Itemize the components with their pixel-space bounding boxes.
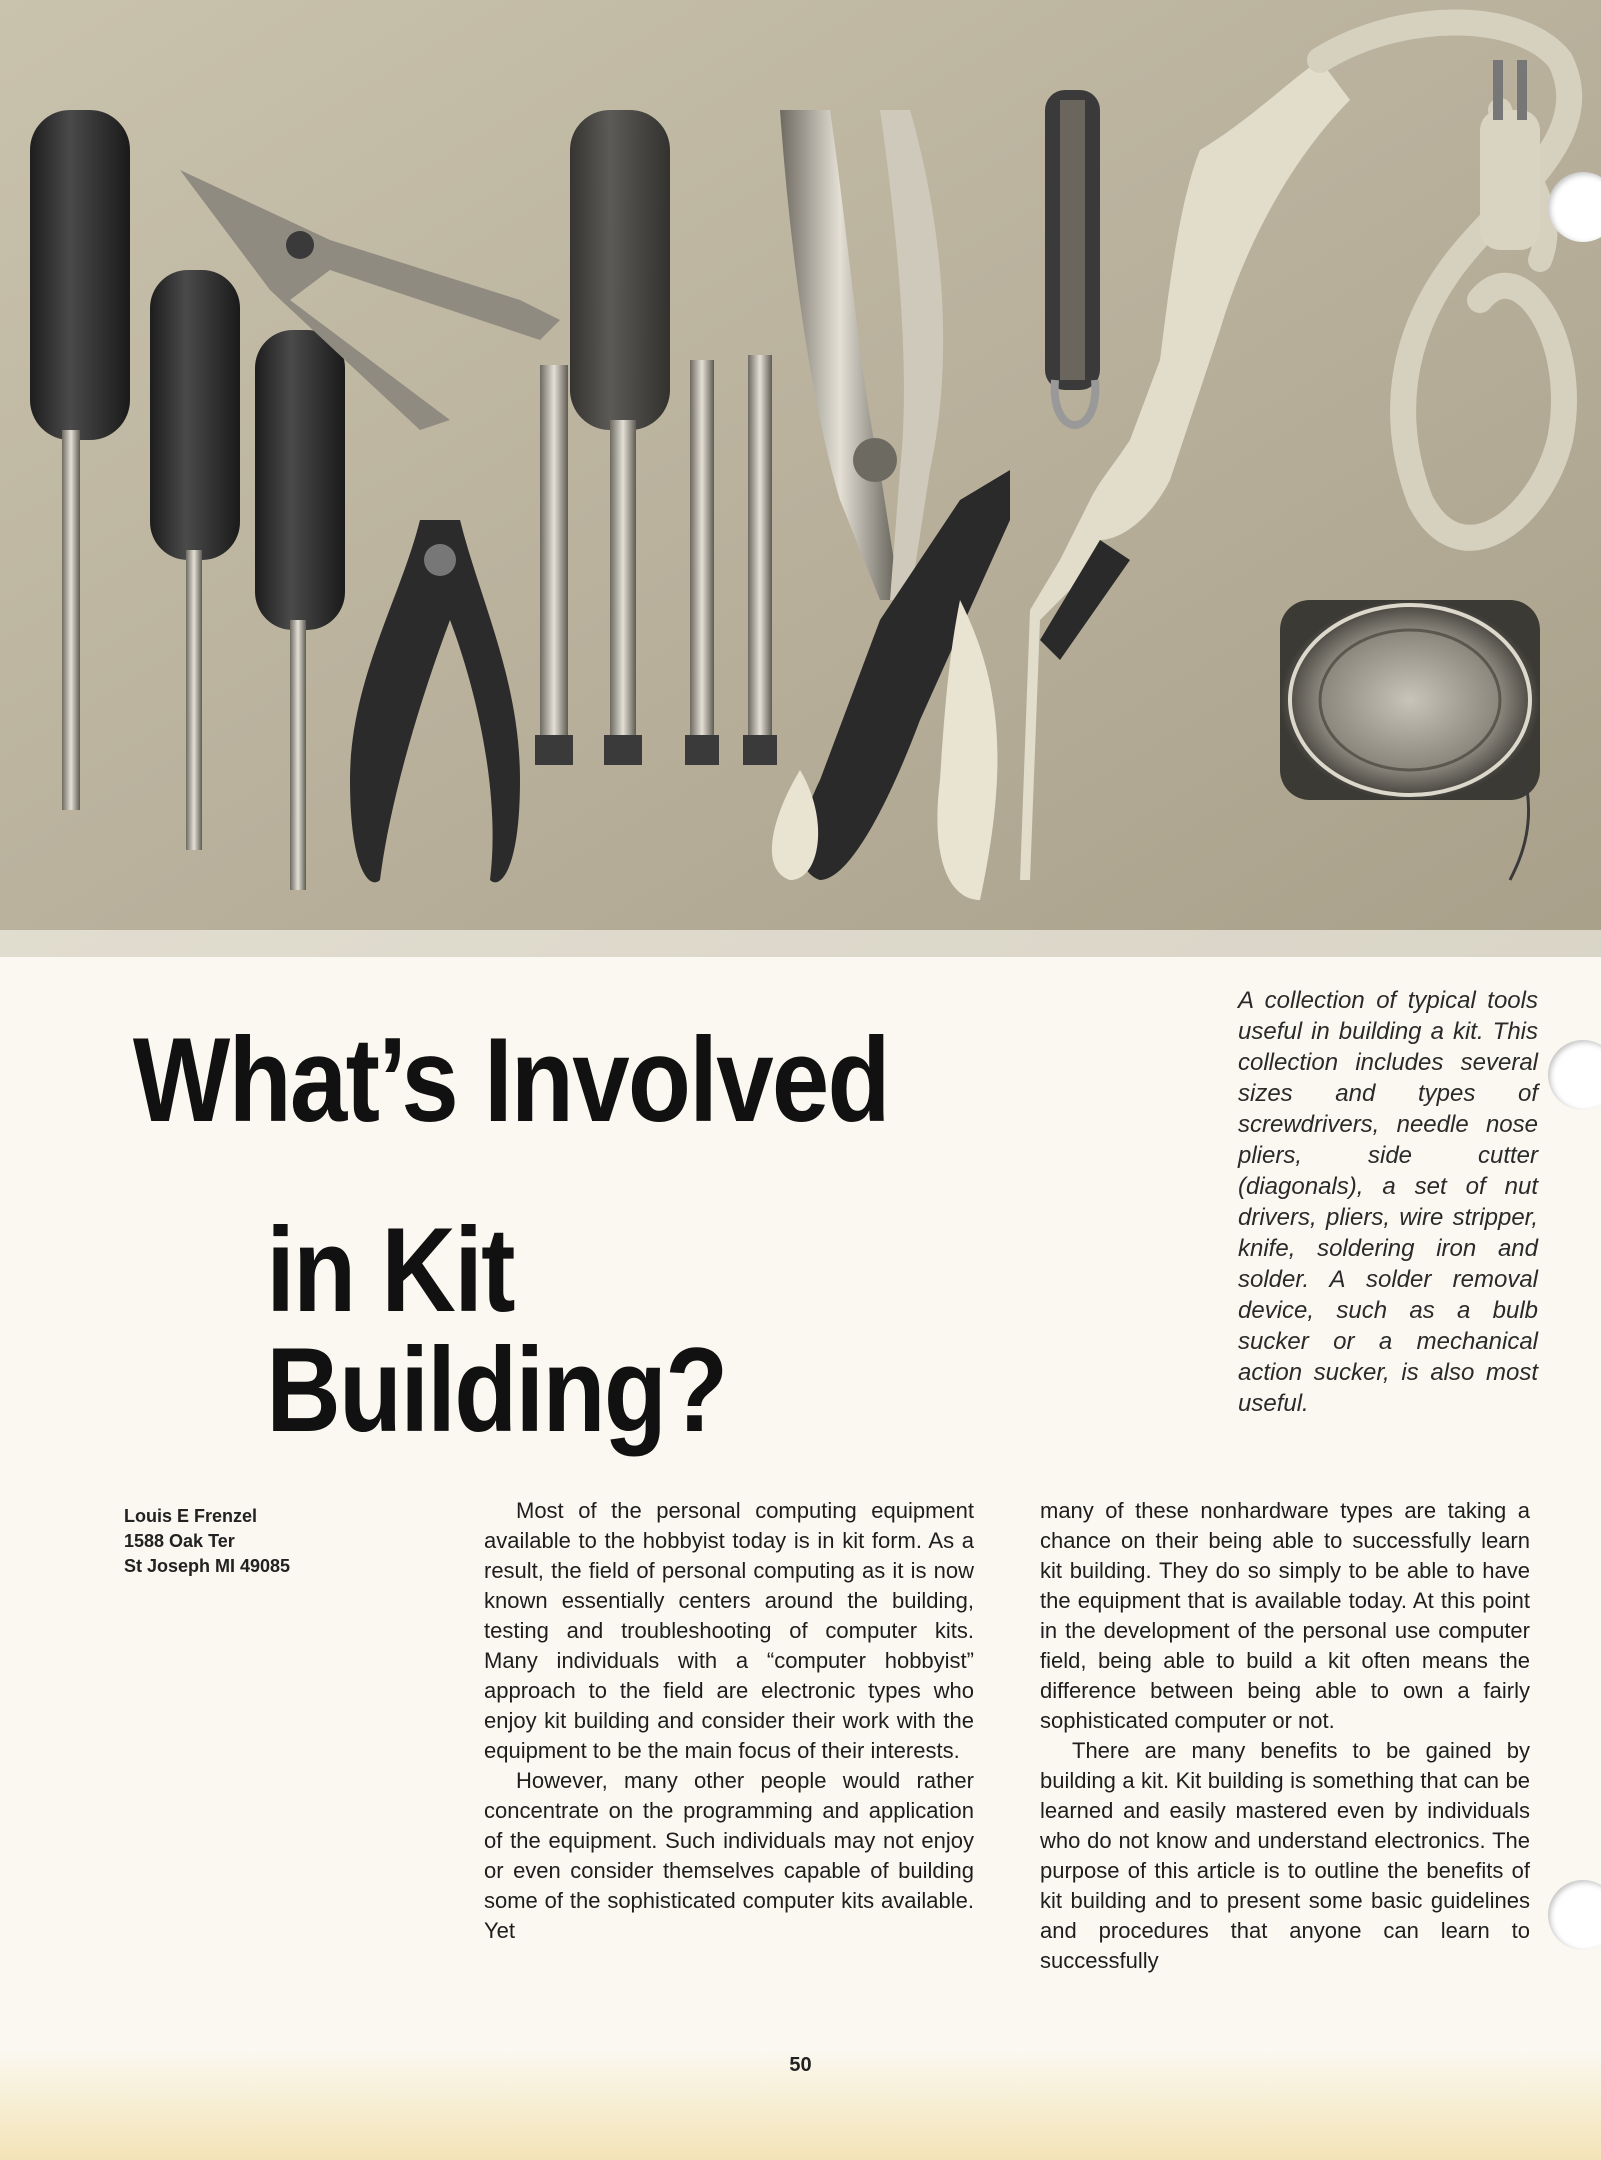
author-name: Louis E Frenzel bbox=[124, 1506, 258, 1526]
body-paragraph: many of these nonhardware types are taking a chance on their being able to successfully learn kit building. They do so simply to be able to have the equipment that is available today. At this point in the development of the personal use computer field, being able to build a kit often means the difference between being able to own a fairly sophisticated computer or not. bbox=[1040, 1498, 1530, 1733]
page-number: 50 bbox=[789, 2054, 812, 2076]
article-title bbox=[120, 1013, 997, 1457]
author-block bbox=[124, 1504, 424, 1579]
binder-hole-bottom bbox=[1548, 1880, 1601, 1950]
title-line-1: What’s Involved bbox=[132, 1013, 889, 1147]
author-city: St Joseph MI 49085 bbox=[124, 1556, 291, 1576]
tools-photo-icon bbox=[0, 0, 1601, 957]
photo-caption: A collection of typical tools useful in building a kit. This collection includes several sizes and types of screwdrivers, needle nose pliers, side cutter (diagonals), a set of nut drivers, pliers, wire stripper, knife, soldering iron and solder. A solder removal device, such as a bulb sucker or a mechanical action sucker, is also most useful. bbox=[1238, 987, 1538, 1417]
body-paragraph: There are many benefits to be gained by building a kit. Kit building is something that can be learned and easily mastered even by individuals who do not know and understand electronics. The purpose of this article is to outline the benefits of kit building and to present some basic guidelines and procedures that anyone can learn to successfully bbox=[1040, 1738, 1530, 1973]
author-street: 1588 Oak Ter bbox=[124, 1531, 235, 1551]
body-paragraph: However, many other people would rather concentrate on the programming and application of the equipment. Such individuals may not enjoy or even consider themselves capable of building some of the sophisticated computer kits available. Yet bbox=[484, 1768, 974, 1943]
title-line-2: in Kit Building? bbox=[266, 1203, 727, 1457]
body-paragraph: Most of the personal computing equipment available to the hobbyist today is in kit form. As a result, the field of personal computing as it is now known essentially centers around the building, testing and troubleshooting of computer kits. Many individuals with a “computer hobbyist” approach to the field are electronic types who enjoy kit building and consider their work with the equipment to be the main focus of their interests. bbox=[484, 1498, 974, 1763]
body-column-1 bbox=[484, 1496, 974, 1946]
body-column-2 bbox=[1040, 1496, 1530, 1976]
tools-photo bbox=[0, 0, 1601, 957]
binder-hole-middle bbox=[1548, 1040, 1601, 1110]
